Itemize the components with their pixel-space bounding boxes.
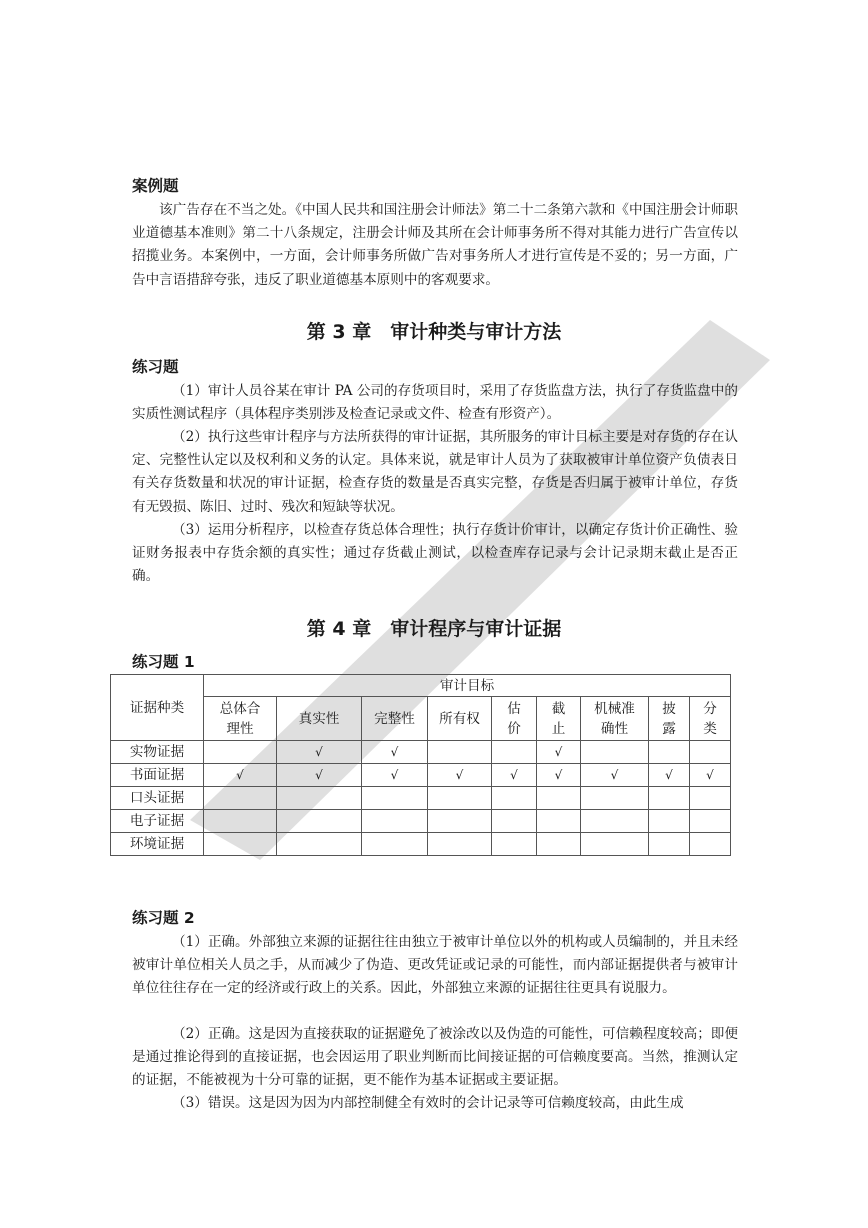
- table-cell: [581, 741, 649, 764]
- chapter3-paragraph-1: （1）审计人员谷某在审计 PA 公司的存货项目时，采用了存货监盘方法，执行了存货监盘中的实质性测试程序（具体程序类别涉及检查记录或文件、检查有形资产）。: [132, 383, 738, 423]
- table-row: [111, 810, 731, 833]
- table-cell: √: [428, 764, 492, 787]
- table-cell: [649, 810, 690, 833]
- table-cell: [204, 787, 277, 810]
- table-cell: [204, 833, 277, 856]
- column-header: 总体合 理性: [204, 697, 277, 741]
- row-label: 电子证据: [111, 810, 204, 833]
- table-cell: √: [277, 764, 362, 787]
- table-cell: [690, 787, 731, 810]
- column-header: 所有权: [428, 697, 492, 741]
- table-cell: [428, 833, 492, 856]
- exercise1-heading: 练习题 1: [132, 653, 195, 671]
- column-header: 披 露: [649, 697, 690, 741]
- exercise2-paragraph-2: （2）正确。这是因为直接获取的证据避免了被涂改以及伪造的可能性，可信赖程度较高；即便是通过推论得到的直接证据，也会因运用了职业判断而比间接证据的可信赖度要高。当然，推测认定的证据，不能被视为十分可靠的证据，更不能作为基本证据或主要证据。: [132, 1026, 738, 1089]
- exercise2-paragraph-1: （1）正确。外部独立来源的证据往往由独立于被审计单位以外的机构或人员编制的，并且未经被审计单位相关人员之手，从而减少了伪造、更改凭证或记录的可能性，而内部证据提供者与被审计单位往往存在一定的经济或行政上的关系。因此，外部独立来源的证据往往更具有说服力。: [132, 934, 738, 997]
- table-row: [111, 833, 731, 856]
- table-cell: [277, 810, 362, 833]
- row-label: 环境证据: [111, 833, 204, 856]
- table-cell: [690, 810, 731, 833]
- table-cell: [362, 787, 428, 810]
- table-cell: [277, 833, 362, 856]
- table-cell: √: [362, 741, 428, 764]
- chapter3-paragraph-2: （2）执行这些审计程序与方法所获得的审计证据，其所服务的审计目标主要是对存货的存在认定、完整性认定以及权利和义务的认定。具体来说，就是审计人员为了获取被审计单位资产负债表日有关存货数量和状况的审计证据，检查存货的数量是否真实完整，存货是否归属于被审计单位，存货有无毁损、陈旧、过时、残次和短缺等状况。: [132, 429, 738, 515]
- table-cell: [204, 810, 277, 833]
- row-label: 书面证据: [111, 764, 204, 787]
- row-label: 实物证据: [111, 741, 204, 764]
- chapter3-exercise-heading: 练习题: [132, 358, 179, 376]
- case-paragraph: 该广告存在不当之处。《中国人民共和国注册会计师法》第二十二条第六款和《中国注册会计师职业道德基本准则》第二十八条规定，注册会计师及其所在会计师事务所不得对其能力进行广告宣传以招揽业务。本案例中，一方面，会计师事务所做广告对事务所人才进行宣传是不妥的；另一方面，广告中言语措辞夸张，违反了职业道德基本原则中的客观要求。: [132, 202, 738, 288]
- table-cell: √: [537, 741, 581, 764]
- table-cell: [362, 810, 428, 833]
- table-group-header-row: [111, 675, 731, 697]
- table-cell: [649, 787, 690, 810]
- table-cell: [428, 741, 492, 764]
- table-cell: [362, 833, 428, 856]
- table-cell: [204, 741, 277, 764]
- row-label: 口头证据: [111, 787, 204, 810]
- table-cell: [492, 810, 537, 833]
- column-header: 截 止: [537, 697, 581, 741]
- table-cell: [581, 833, 649, 856]
- column-header: 完整性: [362, 697, 428, 741]
- table-row: [111, 764, 731, 787]
- table-cell: √: [649, 764, 690, 787]
- chapter3-title: 第 3 章 审计种类与审计方法: [306, 321, 562, 343]
- table-cell: [690, 741, 731, 764]
- table-cell: [581, 787, 649, 810]
- table-cell: √: [277, 741, 362, 764]
- chapter4-title: 第 4 章 审计程序与审计证据: [306, 618, 562, 640]
- table-cell: √: [204, 764, 277, 787]
- table-cell: [492, 787, 537, 810]
- table-cell: √: [362, 764, 428, 787]
- group-header-audit-objectives: 审计目标: [204, 675, 731, 697]
- column-header: 机械准 确性: [581, 697, 649, 741]
- evidence-table-wrapper: [110, 674, 731, 856]
- table-row: [111, 741, 731, 764]
- case-heading: 案例题: [132, 177, 179, 195]
- table-cell: √: [581, 764, 649, 787]
- column-header: 真实性: [277, 697, 362, 741]
- chapter3-paragraph-3: （3）运用分析程序，以检查存货总体合理性；执行存货计价审计，以确定存货计价正确性、验证财务报表中存货余额的真实性；通过存货截止测试，以检查库存记录与会计记录期末截止是否正确。: [132, 522, 738, 585]
- table-cell: [428, 787, 492, 810]
- table-cell: [277, 787, 362, 810]
- table-column-header-row: [111, 697, 731, 741]
- table-cell: √: [690, 764, 731, 787]
- table-cell: [537, 833, 581, 856]
- evidence-table: [110, 674, 731, 856]
- row-header-label: 证据种类: [111, 675, 204, 741]
- table-cell: [537, 787, 581, 810]
- table-cell: [492, 833, 537, 856]
- table-cell: √: [537, 764, 581, 787]
- column-header: 分 类: [690, 697, 731, 741]
- table-cell: [649, 833, 690, 856]
- table-cell: [428, 810, 492, 833]
- table-cell: [492, 741, 537, 764]
- exercise2-heading: 练习题 2: [132, 909, 195, 927]
- column-header: 估 价: [492, 697, 537, 741]
- table-cell: [690, 833, 731, 856]
- exercise2-paragraph-3: （3）错误。这是因为因为内部控制健全有效时的会计记录等可信赖度较高，由此生成: [172, 1095, 684, 1111]
- table-row: [111, 787, 731, 810]
- table-cell: [537, 810, 581, 833]
- table-cell: √: [492, 764, 537, 787]
- table-cell: [581, 810, 649, 833]
- table-cell: [649, 741, 690, 764]
